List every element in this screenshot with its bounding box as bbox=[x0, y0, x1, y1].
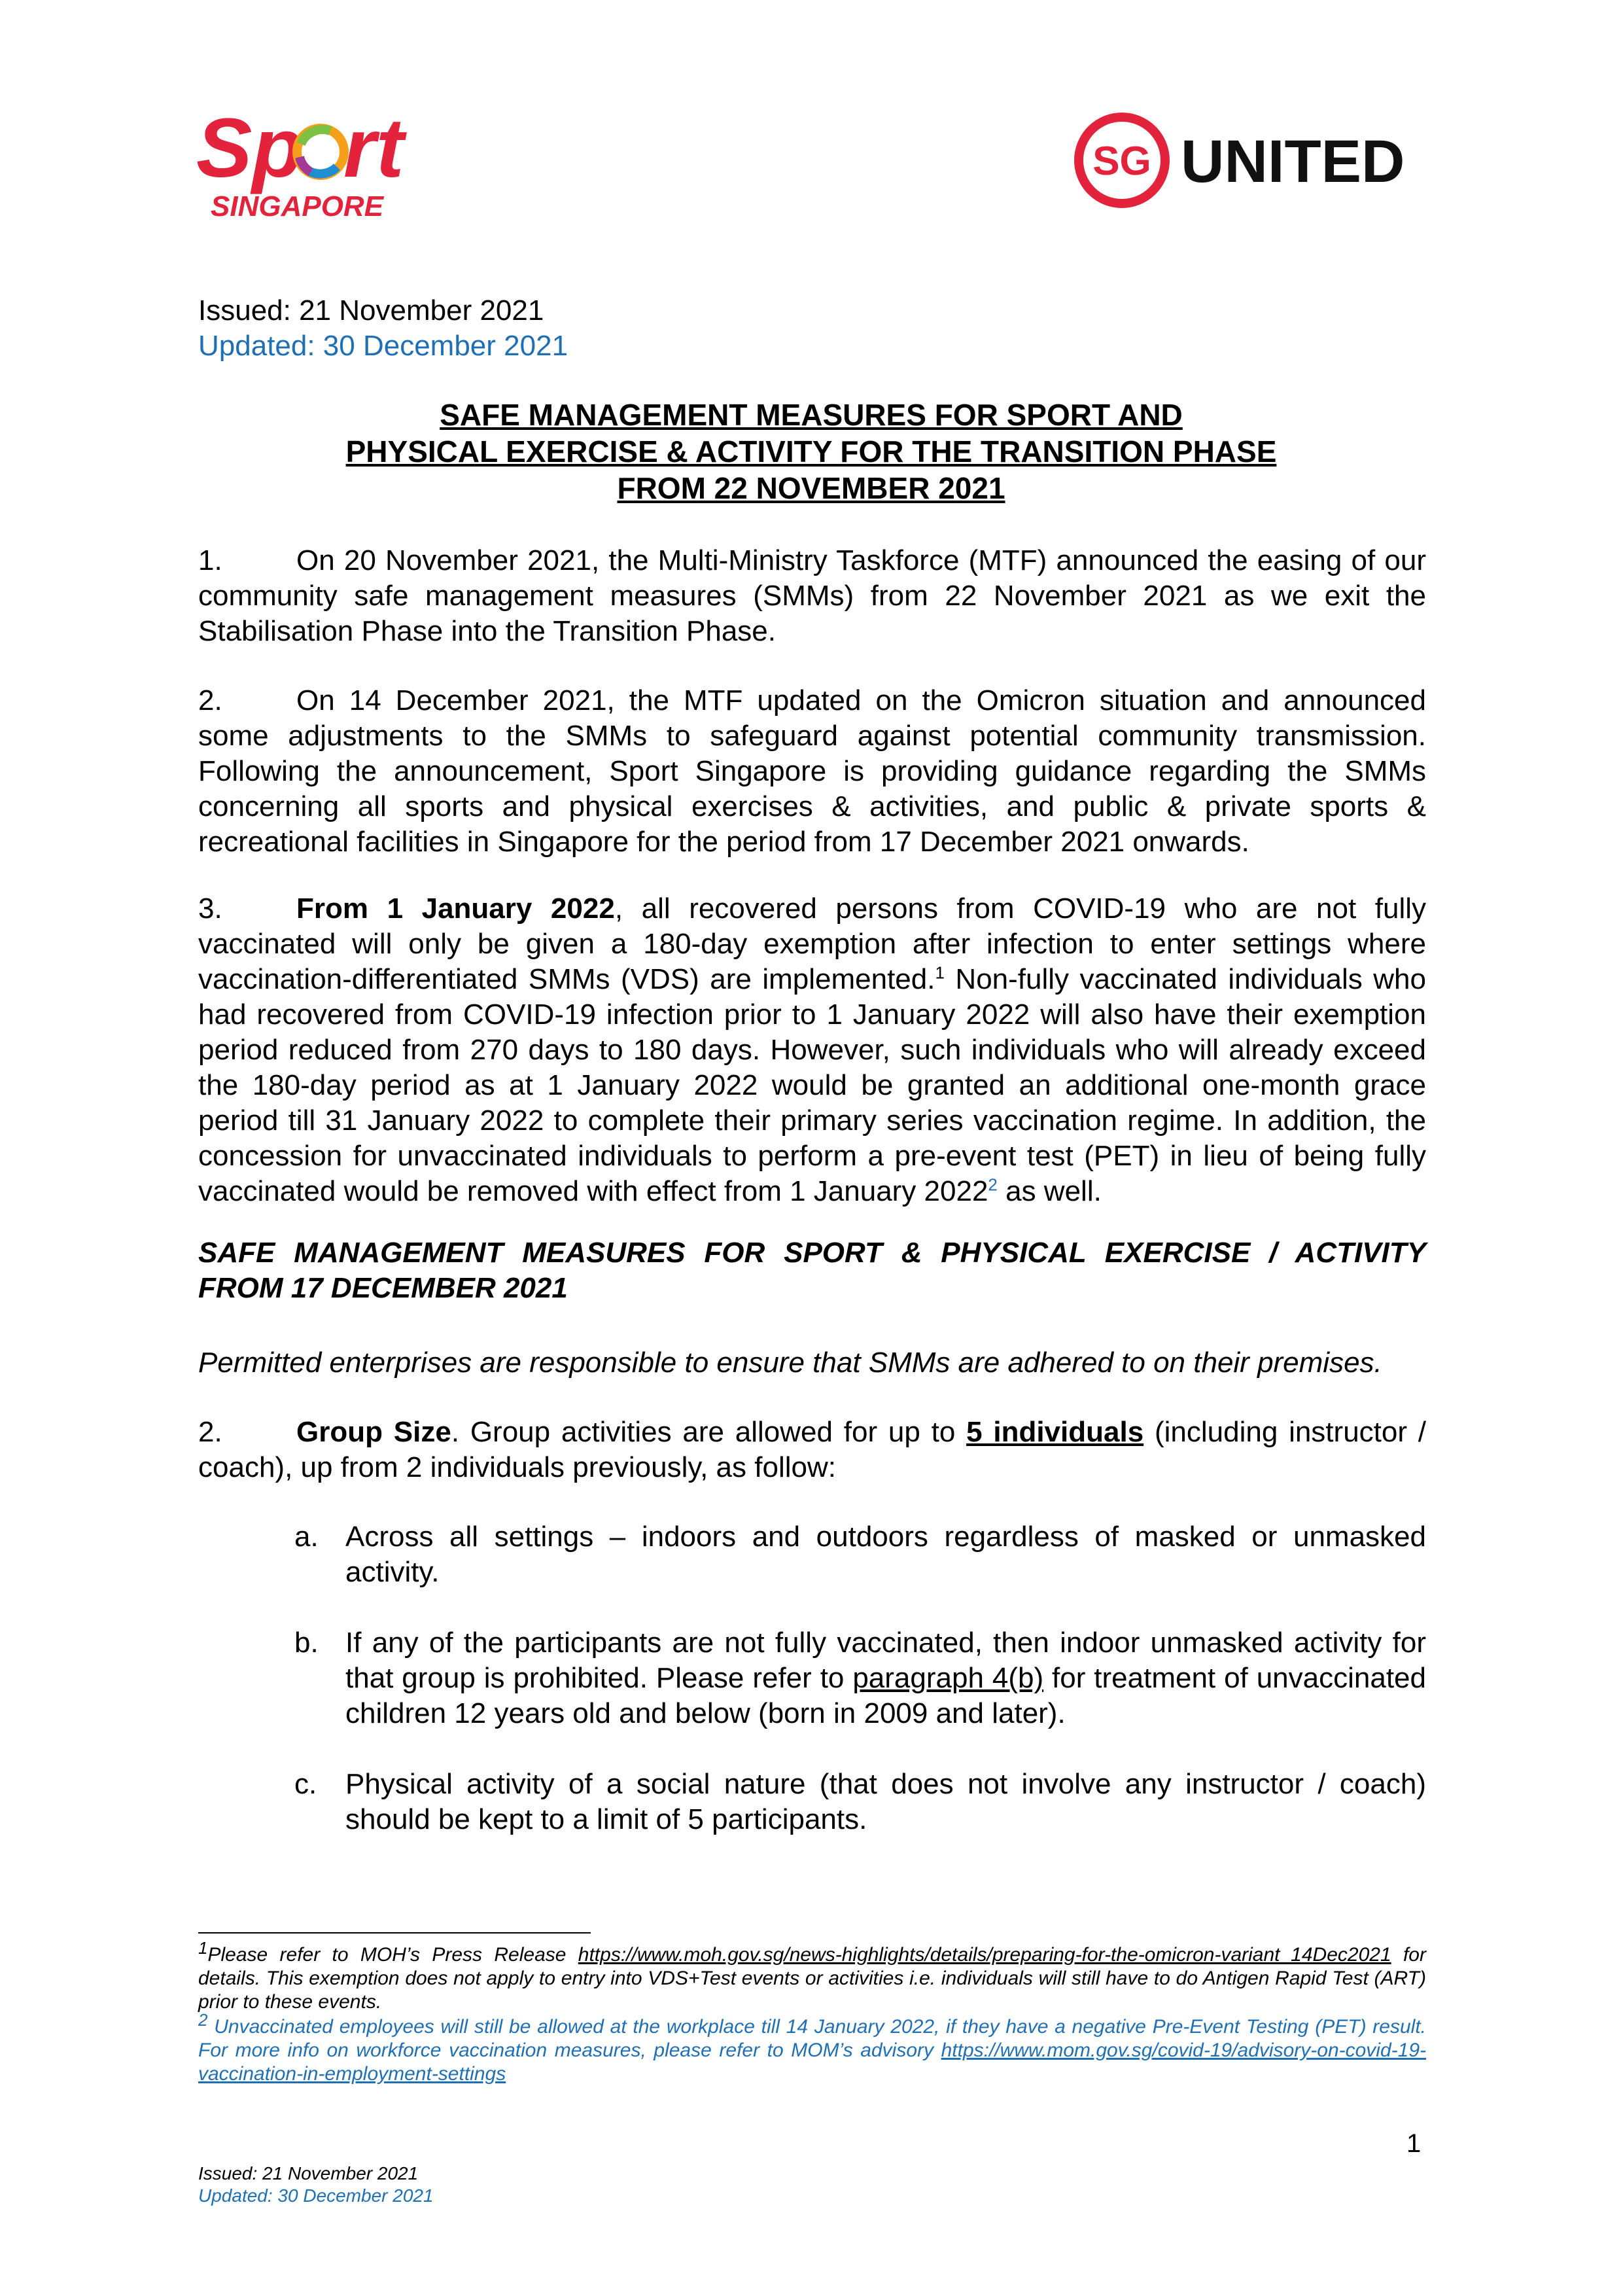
title-line-3: FROM 22 NOVEMBER 2021 bbox=[617, 471, 1005, 505]
footnote-1 bbox=[198, 1938, 1426, 2014]
paragraph-text: On 14 December 2021, the MTF updated on the Omicron situation and announced some adjustments to the SMMs to safeguard against potential community transmission. Following the announcement, Sport Singapore is providing guidance regarding the SMMs concerning all sports and physical exercises & activities, and public & private sports & recreational facilities in Singapore for the period from 17 December 2021 onwards. bbox=[198, 684, 1426, 858]
mom-advisory-link[interactable]: https://www.mom.gov.sg/covid-19/advisory-on-covid-19-vaccination-in-employment-settings bbox=[198, 2040, 1426, 2085]
list-text bbox=[345, 1625, 1426, 1731]
list-letter: c. bbox=[294, 1768, 317, 1800]
footnote-ref-1[interactable]: 1 bbox=[935, 963, 945, 983]
svg-text:SG: SG bbox=[1092, 139, 1151, 184]
paragraph-1 bbox=[198, 543, 1426, 649]
paragraph-link[interactable]: paragraph 4(b) bbox=[852, 1662, 1044, 1694]
svg-text:Sp: Sp bbox=[196, 105, 304, 195]
svg-text:UNITED: UNITED bbox=[1181, 128, 1405, 195]
paragraph-number: 2. bbox=[198, 684, 222, 716]
section-note: Permitted enterprises are responsible to ensure that SMMs are adhered to on their premises. bbox=[198, 1347, 1382, 1379]
footnote-text: Please refer to MOH’s Press Release bbox=[207, 1944, 578, 1966]
footer-issued: Issued: 21 November 2021 bbox=[198, 2163, 419, 2183]
paragraph-text: as well. bbox=[997, 1175, 1102, 1207]
group-size-limit: 5 individuals bbox=[966, 1416, 1144, 1448]
list-letter: a. bbox=[294, 1521, 319, 1553]
footnote-marker: 2 bbox=[198, 2010, 208, 2030]
group-size-label: Group Size bbox=[296, 1416, 451, 1448]
paragraph-text: (including instructor / coach), up from 2 individuals previously, as follow: bbox=[198, 1416, 1427, 1483]
footer bbox=[198, 2163, 434, 2207]
footnote-marker: 1 bbox=[198, 1938, 208, 1958]
title-line-1: SAFE MANAGEMENT MEASURES FOR SPORT AND bbox=[440, 398, 1183, 432]
title-line-2: PHYSICAL EXERCISE & ACTIVITY FOR THE TRANSITION PHASE bbox=[345, 434, 1277, 468]
footer-updated: Updated: 30 December 2021 bbox=[198, 2185, 434, 2206]
paragraph-text: . Group activities are allowed for up to bbox=[451, 1416, 967, 1448]
footnote-text: Unvaccinated employees will still be allowed at the workplace till 14 January 2022, if they have a negative Pre-Event Testing (PET) result. For more info on workforce vaccination measures, please refer to MOM’s advisory bbox=[198, 2016, 1426, 2061]
section-heading-line-1: SAFE MANAGEMENT MEASURES FOR SPORT & PHYSICAL EXERCISE / ACTIVITY bbox=[198, 1237, 1426, 1269]
moh-press-release-link[interactable]: https://www.moh.gov.sg/news-highlights/details/preparing-for-the-omicron-variant_14Dec2021 bbox=[578, 1944, 1391, 1966]
paragraph-text: Non-fully vaccinated individuals who had recovered from COVID-19 infection prior to 1 January 2022 will also have their exemption period reduced from 270 days to 180 days. However, such individuals who will already exceed the 180-day period as at 1 January 2022 would be granted an additional one-month grace period till 31 January 2022 to complete their primary series vaccination regime. In addition, the concession for unvaccinated individuals to perform a pre-event test (PET) in lieu of being fully vaccinated would be removed with effect from 1 January 2022 bbox=[198, 963, 1426, 1207]
issued-date: Issued: 21 November 2021 bbox=[198, 294, 544, 327]
sport-singapore-logo bbox=[196, 105, 445, 229]
list-item-b bbox=[294, 1625, 1426, 1731]
footnote-text: for details. This exemption does not apply to entry into VDS+Test events or activities i.e. individuals will still have to do Antigen Rapid Test (ART) prior to these events. bbox=[198, 1944, 1426, 2013]
paragraph-number: 1. bbox=[198, 544, 222, 576]
paragraph-text: On 20 November 2021, the Multi-Ministry Taskforce (MTF) announced the easing of our community safe management measures (SMMs) from 22 November 2021 as we exit the Stabilisation Phase into the Transition Phase. bbox=[198, 544, 1426, 647]
list-text: Physical activity of a social nature (that does not involve any instructor / coach) should be kept to a limit of 5 participants. bbox=[345, 1768, 1426, 1835]
footnote-divider bbox=[198, 1932, 591, 1934]
paragraph-bold-date: From 1 January 2022 bbox=[296, 892, 615, 925]
document-title bbox=[196, 397, 1426, 506]
svg-text:rt: rt bbox=[343, 105, 404, 195]
footnote-ref-2[interactable]: 2 bbox=[988, 1174, 998, 1195]
list-letter: b. bbox=[294, 1627, 319, 1659]
paragraph-number: 3. bbox=[198, 892, 222, 925]
list-text-part: If any of the participants are not fully vaccinated, then indoor unmasked activity for that group is prohibited. Please refer to bbox=[345, 1627, 1426, 1694]
paragraph-2 bbox=[198, 683, 1426, 860]
list-item-a bbox=[294, 1519, 1426, 1590]
footnote-2 bbox=[198, 2010, 1426, 2086]
list-text: Across all settings – indoors and outdoors regardless of masked or unmasked activity. bbox=[345, 1521, 1426, 1588]
paragraph-number: 2. bbox=[198, 1416, 222, 1448]
paragraph-3 bbox=[198, 891, 1426, 1209]
group-size-paragraph bbox=[198, 1415, 1426, 1485]
page-number: 1 bbox=[1406, 2129, 1422, 2158]
section-heading-line-2: FROM 17 DECEMBER 2021 bbox=[198, 1272, 568, 1304]
list-item-c bbox=[294, 1767, 1426, 1837]
svg-text:SINGAPORE: SINGAPORE bbox=[211, 190, 384, 222]
paragraph-text: , all recovered persons from COVID-19 who are not fully vaccinated will only be given a 180-day exemption after infection to enter settings where vaccination-differentiated SMMs (VDS) are implemented. bbox=[198, 892, 1426, 995]
list-text-part: for treatment of unvaccinated children 12 years old and below (born in 2009 and later). bbox=[345, 1662, 1426, 1729]
updated-date: Updated: 30 December 2021 bbox=[198, 330, 568, 362]
issue-dates bbox=[198, 293, 568, 364]
sg-united-logo bbox=[1073, 111, 1426, 209]
